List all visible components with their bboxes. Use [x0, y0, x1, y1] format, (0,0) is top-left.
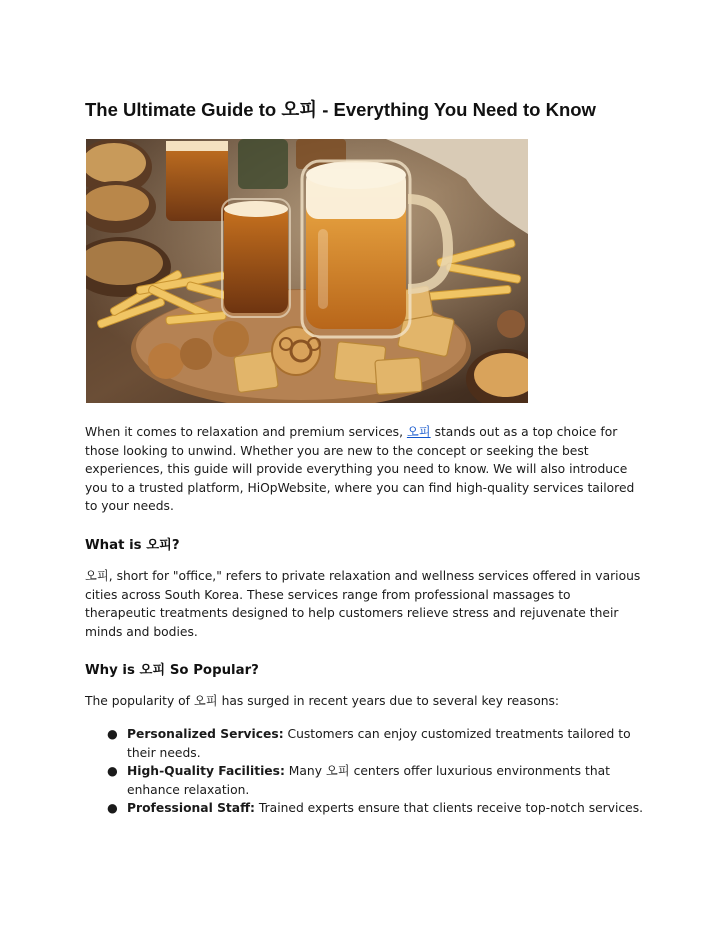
- page-title: The Ultimate Guide to 오피 - Everything You Need to Know: [85, 99, 596, 120]
- bullet-icon: ●: [107, 764, 118, 779]
- list-item: [85, 762, 645, 799]
- intro-text-start: When it comes to relaxation and premium services,: [85, 425, 407, 439]
- reason-label: Personalized Services:: [127, 727, 284, 741]
- reason-text: Many 오피 centers offer luxurious environments that enhance relaxation.: [127, 764, 610, 797]
- ophi-link[interactable]: 오피: [406, 425, 431, 439]
- list-item: [85, 799, 645, 818]
- bullet-icon: ●: [107, 801, 118, 816]
- beer-and-snacks-photo-icon: [86, 139, 528, 403]
- reason-label: Professional Staff:: [127, 801, 255, 816]
- reasons-list: [85, 725, 645, 818]
- intro-paragraph: [85, 423, 645, 516]
- reason-label: High-Quality Facilities:: [127, 764, 285, 779]
- intro-text-end: stands out as a top choice for those looking to unwind. Whether you are new to the concept or seeking the best experiences, this guide will provide everything you need to know. We will also introduce you to a trusted platform, HiOpWebsite, where you can find high-quality services tailored to your needs.: [85, 425, 635, 514]
- bullet-icon: ●: [107, 727, 118, 741]
- reason-text: Customers can enjoy customized treatments tailored to their needs.: [127, 727, 631, 760]
- what-is-heading: What is 오피?: [85, 538, 180, 553]
- what-is-paragraph: 오피, short for "office," refers to private relaxation and wellness services offered in various cities across South Korea. These services range from professional massages to therapeutic treatments designed to help customers relieve stress and rejuvenate their minds and bodies.: [85, 569, 641, 639]
- list-item: [85, 725, 645, 762]
- reason-text: Trained experts ensure that clients receive top-notch services.: [254, 801, 644, 816]
- why-popular-intro: The popularity of 오피 has surged in recent years due to several key reasons:: [85, 694, 560, 708]
- hero-image: [86, 139, 528, 403]
- why-popular-heading: Why is 오피 So Popular?: [85, 663, 259, 678]
